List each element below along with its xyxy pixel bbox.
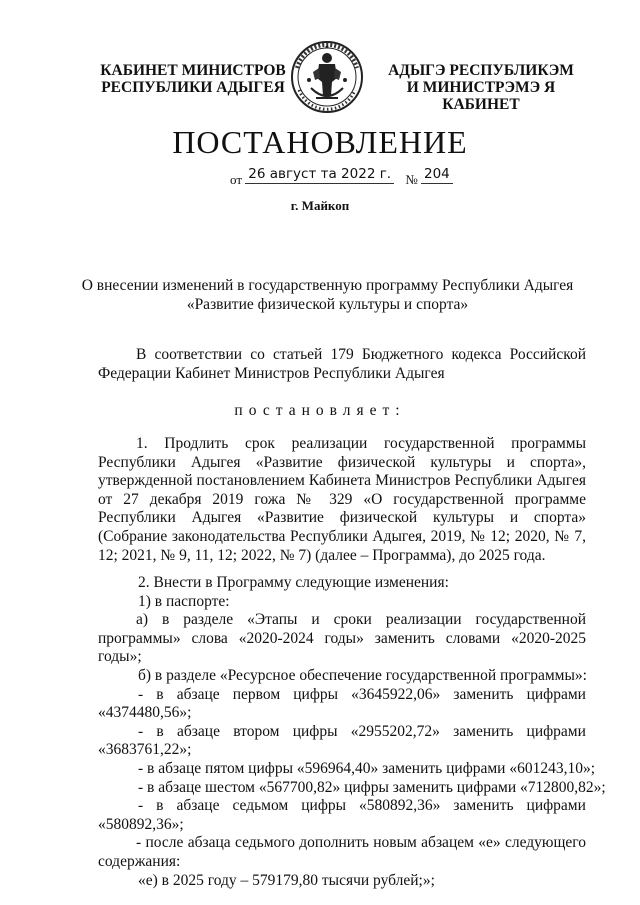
item-b-line-6: - после абзаца седьмого дополнить новым абзацем «е» следующего содержания:: [98, 834, 586, 870]
item-2-block: [98, 574, 606, 890]
item-b-line-7: «е) в 2025 году – 579179,80 тысячи рублей;»;: [138, 871, 435, 889]
item-b-line-5-cont: «580892,36»;: [98, 815, 184, 833]
item-2-1-b: б) в разделе «Ресурсное обеспечение государственной программы»:: [138, 666, 587, 684]
issuer-line-1: КАБИНЕТ МИНИСТРОВ: [100, 62, 286, 79]
item-b-line-1: - в абзаце первом цифры «3645922,06» заменить цифрами: [138, 685, 586, 703]
item-b-line-4: - в абзаце шестом «567700,82» цифры заменить цифрами «712800,82»;: [138, 778, 606, 796]
subject-line-1: О внесении изменений в государственную программу Республики Адыгея: [81, 277, 574, 294]
issuer-line-adyghe-2: И МИНИСТРЭМЭ Я КАБИНЕТ: [406, 79, 556, 113]
issuer-line-adyghe-1: АДЫГЭ РЕСПУБЛИКЭМ: [388, 62, 574, 79]
item-b-line-2: - в абзаце втором цифры «2955202,72» заменить цифрами: [138, 722, 586, 740]
item-b-line-1-cont: «4374480,56»;: [98, 704, 192, 722]
decree-word: постановляет:: [234, 402, 406, 419]
item-2-heading: 2. Внести в Программу следующие изменения:: [138, 574, 449, 591]
document-subject: [60, 276, 595, 314]
item-2-1-a: а) в разделе «Этапы и сроки реализации государственной программы» слова «2020-2024 годы» заменить словами «2020-2025 годы»;: [98, 611, 586, 666]
number-label: №: [405, 172, 418, 187]
issuer-name-adyghe: [372, 62, 590, 113]
item-b-line-3: - в абзаце пятом цифры «596964,40» заменить цифрами «601243,10»;: [138, 759, 596, 777]
date-value: 26 август та 2022 г.: [245, 166, 394, 184]
city: г. Майкоп: [290, 198, 350, 213]
number-value: 204: [421, 166, 453, 184]
item-1-paragraph: 1. Продлить срок реализации государственной программы Республики Адыгея «Развитие физической культуры и спорта», утвержденной постановлением Кабинета Министров Республики Адыгея от 27 декабря 2019 гожа № 329 «О государственной программе Республики Адыгея «Развитие физической культуры и спорта» (Собрание законодательства Республики Адыгея, 2019, № 12; 2020, № 7, 12; 2021, № 9, 11, 12; 2022, № 7) (далее – Программа), до 2025 года.: [98, 435, 586, 564]
coat-of-arms-icon: [289, 38, 365, 116]
item-2-1: 1) в паспорте:: [138, 592, 230, 610]
document-title: ПОСТАНОВЛЕНИЕ: [172, 124, 468, 160]
date-prefix: от: [230, 172, 243, 187]
issuer-name-russian: [98, 62, 288, 96]
date-number-line: [230, 166, 453, 187]
issuer-line-2: РЕСПУБЛИКИ АДЫГЕЯ: [101, 79, 285, 96]
subject-line-2: «Развитие физической культуры и спорта»: [186, 296, 469, 313]
item-b-line-2-cont: «3683761,22»;: [98, 741, 192, 759]
preamble-paragraph: В соответствии со статьей 179 Бюджетного кодекса Российской Федерации Кабинет Министров Республики Адыгея: [98, 346, 586, 382]
item-b-line-5: - в абзаце седьмом цифры «580892,36» заменить цифрами: [138, 797, 586, 815]
